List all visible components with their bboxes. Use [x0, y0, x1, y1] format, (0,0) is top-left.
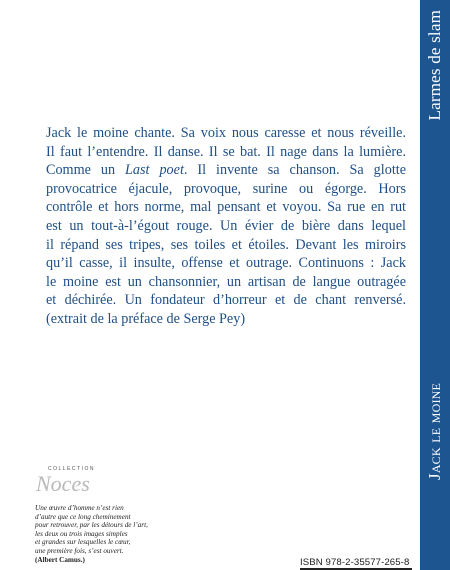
isbn-number: ISBN 978-2-35577-265-8	[300, 557, 410, 568]
blurb-italic-title: Last poet	[125, 162, 184, 179]
blurb-line: et déchirée. Un fondateur d’horreur et de chant renversé.	[46, 292, 406, 309]
blurb-text: Comme un	[46, 162, 126, 179]
blurb-line: il répand ses tripes, ses toiles et étoiles. Devant les miroirs	[46, 236, 406, 253]
spine-author: Jack le moine	[425, 382, 444, 480]
blurb-line: contrôle et hors norme, mal pensant et voyou. Sa rue en rut	[46, 199, 406, 216]
blurb-line	[46, 161, 406, 180]
blurb-paragraph	[46, 124, 406, 329]
blurb-source-line: (extrait de la préface de Serge Pey)	[46, 310, 246, 327]
quote-line: pour retrouver, par les détours de l’art,	[35, 521, 148, 530]
quote-line: Une œuvre d’homme n’est rien	[35, 504, 124, 512]
collection-name: Noces	[36, 471, 90, 496]
collection-label: COLLECTION	[48, 466, 95, 472]
blurb-line: qu’il casse, il insulte, offense et outrage. Continuons : Jack	[46, 255, 406, 272]
blurb-text: . Il invente sa chanson. Sa glotte	[183, 162, 406, 179]
blurb-line: le moine est un chansonnier, un artisan de langue outragée	[46, 273, 406, 290]
quote-line: les deux ou trois images simples	[35, 529, 128, 538]
collection-logo	[36, 466, 136, 495]
back-cover-blurb	[46, 124, 406, 329]
quote-attribution: (Albert Camus.)	[35, 555, 85, 564]
quote-line: une première fois, s’est ouvert.	[35, 546, 124, 555]
spine-text	[425, 10, 450, 480]
quote-line: et grandes sur lesquelles le cœur,	[35, 538, 131, 547]
blurb-line: Il faut l’entendre. Il danse. Il se bat. Il nage dans la lumière.	[46, 143, 406, 160]
spine-title: Larmes de slam	[425, 10, 444, 121]
blurb-line: provocatrice éjacule, provoque, surine ou égorge. Hors	[46, 180, 406, 197]
epigraph-quote	[35, 504, 165, 564]
blurb-line: est un tout-à-l’égout rouge. Un évier de bière dans lequel	[46, 217, 406, 234]
blurb-line: Jack le moine chante. Sa voix nous caresse et nous réveille.	[46, 125, 406, 141]
quote-line: d’autre que ce long cheminement	[35, 512, 131, 521]
